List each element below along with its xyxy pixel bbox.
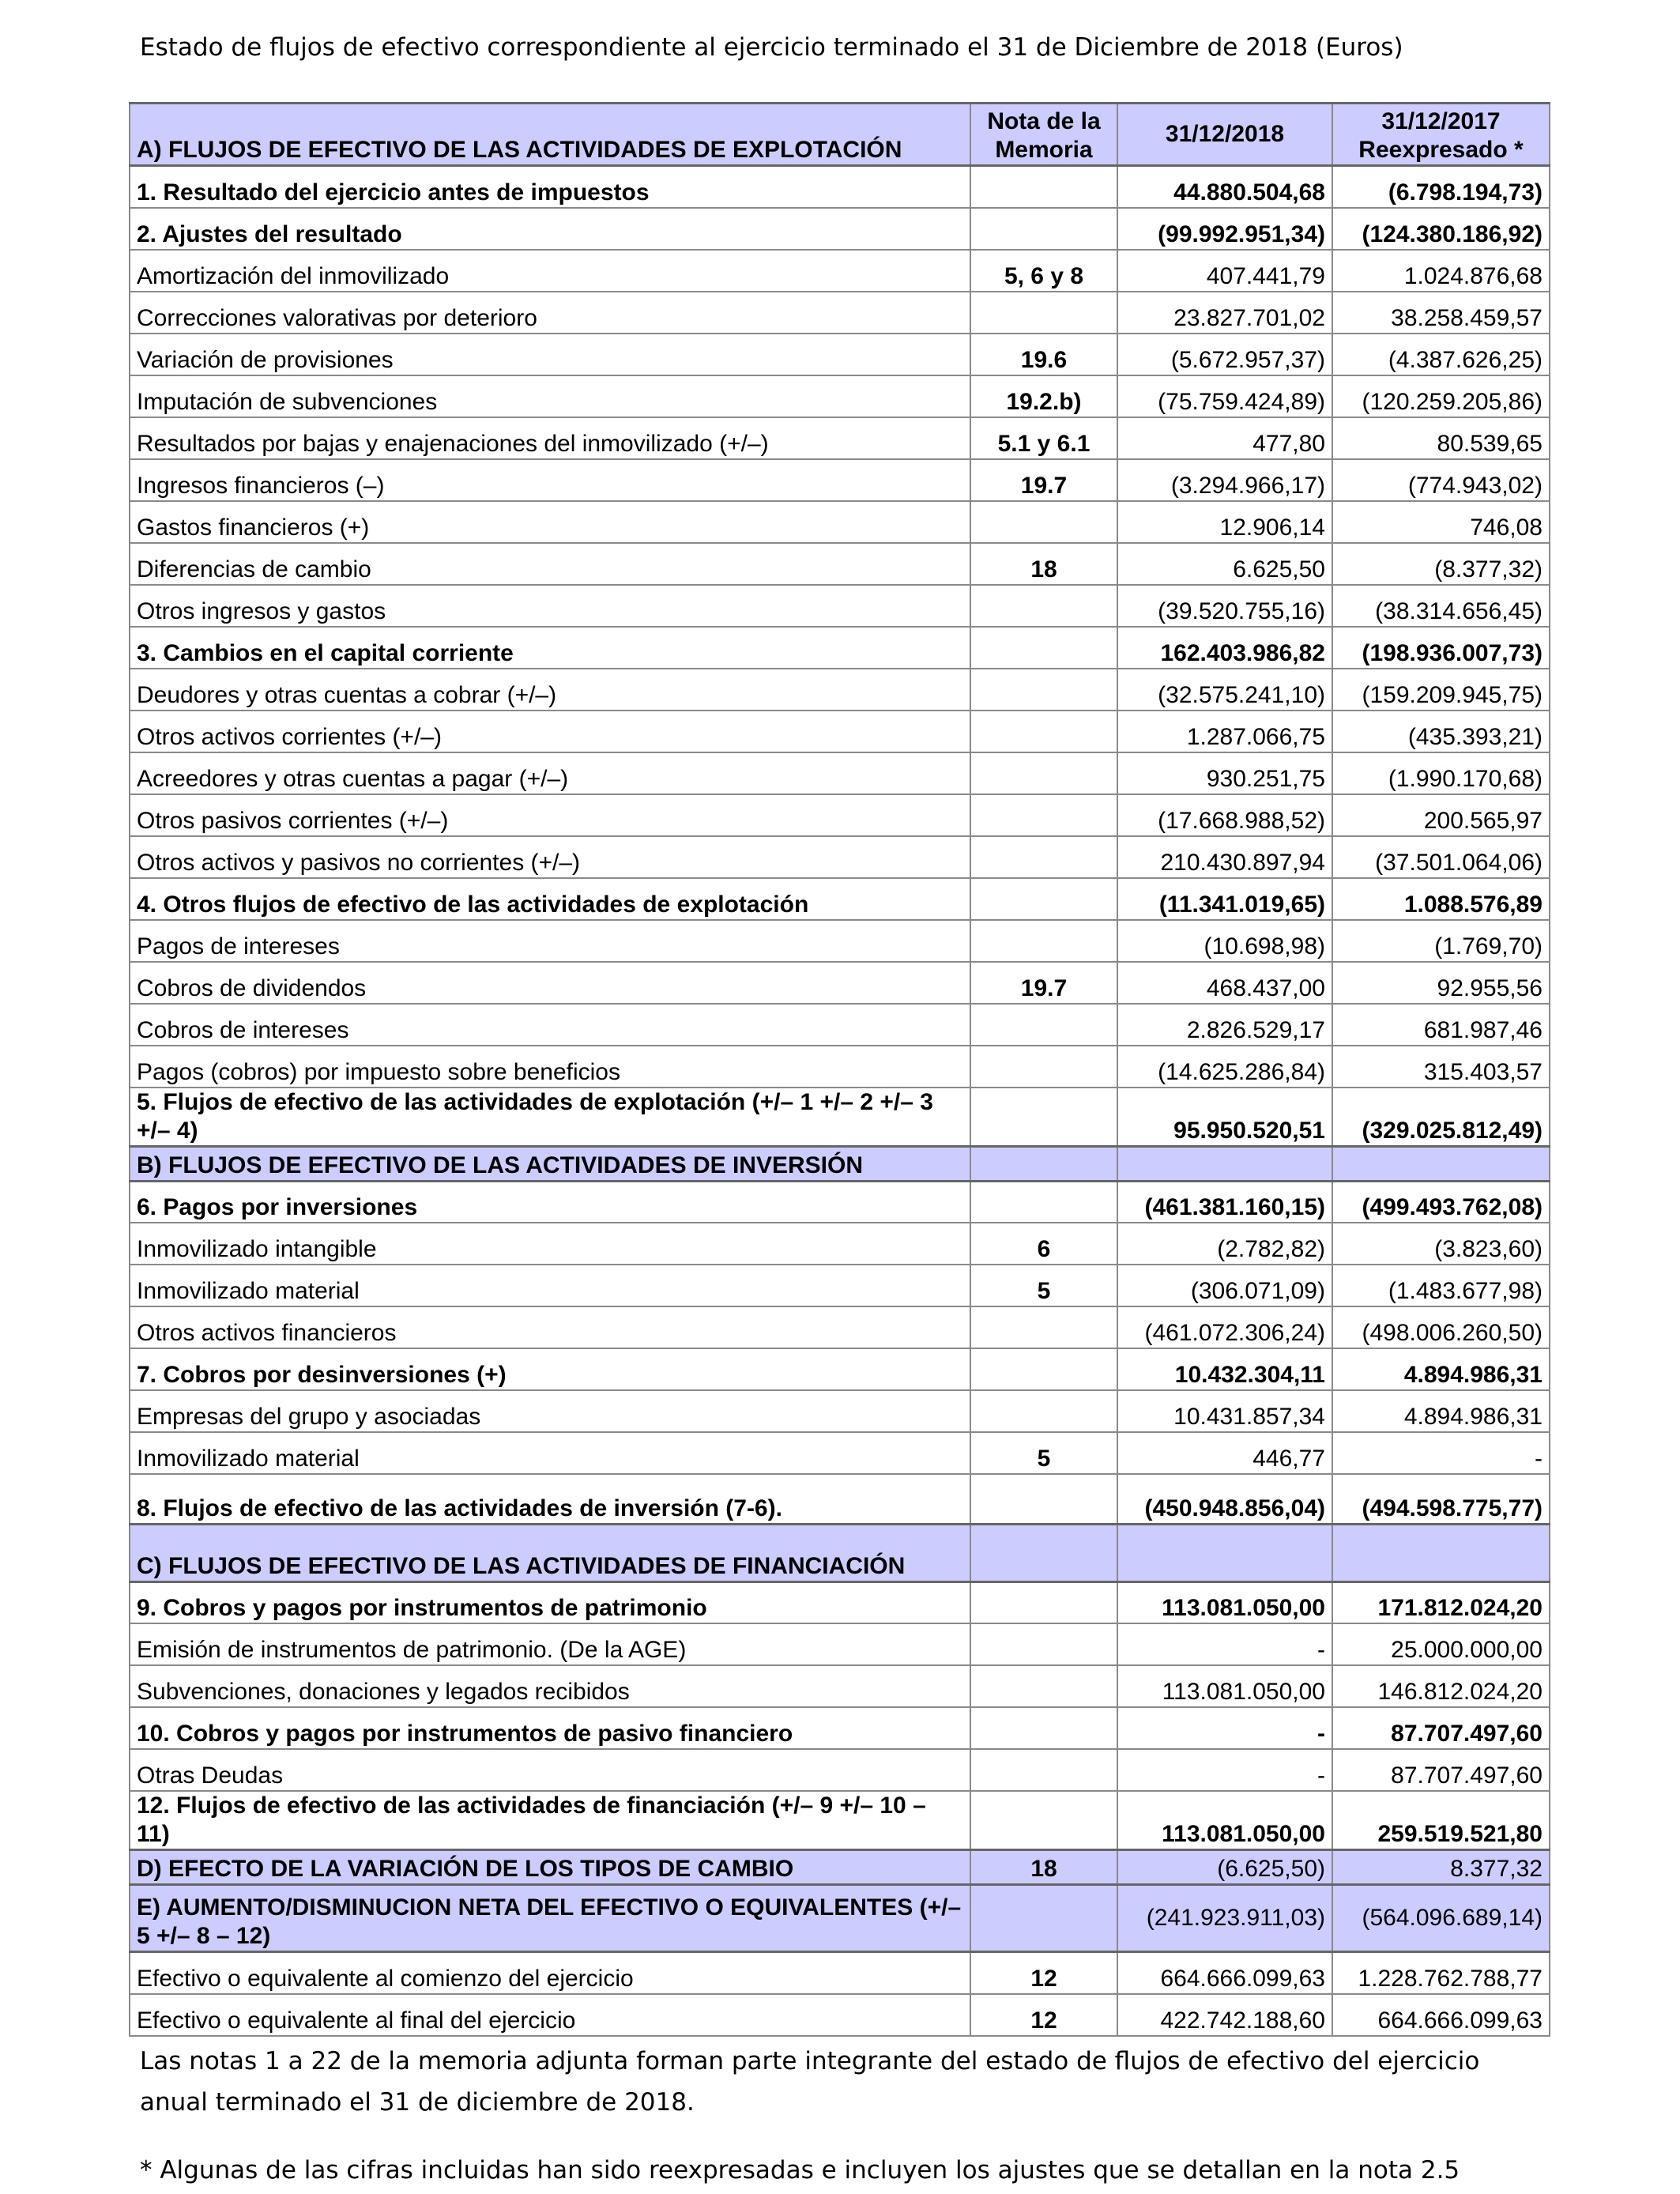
- row-label: Variación de provisiones: [130, 334, 970, 375]
- value-2018: (461.381.160,15): [1117, 1181, 1332, 1223]
- row-label: Otros ingresos y gastos: [130, 585, 970, 627]
- row-nota: [970, 1348, 1117, 1390]
- table-row: [130, 1952, 1550, 1994]
- row-nota: 12: [970, 1952, 1117, 1994]
- row-label: Resultados por bajas y enajenaciones del inmovilizado (+/–): [130, 417, 970, 459]
- value-2017: (38.314.656,45): [1332, 585, 1550, 627]
- table-row: [130, 962, 1550, 1004]
- value-2017: (774.943,02): [1332, 459, 1550, 501]
- row-label: Pagos (cobros) por impuesto sobre beneficios: [130, 1046, 970, 1088]
- row-label: 12. Flujos de efectivo de las actividades de financiación (+/– 9 +/– 10 – 11): [130, 1791, 970, 1850]
- table-row: [130, 292, 1550, 334]
- value-2017: (1.483.677,98): [1332, 1265, 1550, 1306]
- value-2017: (494.598.775,77): [1332, 1474, 1550, 1524]
- value-2018: 664.666.099,63: [1117, 1952, 1332, 1994]
- row-nota: [970, 794, 1117, 836]
- value-2017: 8.377,32: [1332, 1850, 1550, 1885]
- row-nota: [970, 1707, 1117, 1749]
- value-2018: [1117, 1524, 1332, 1581]
- row-nota: [970, 1306, 1117, 1348]
- row-label: C) FLUJOS DE EFECTIVO DE LAS ACTIVIDADES DE FINANCIACIÓN: [130, 1524, 970, 1581]
- value-2018: 468.437,00: [1117, 962, 1332, 1004]
- value-2018: 407.441,79: [1117, 250, 1332, 292]
- value-2017: 38.258.459,57: [1332, 292, 1550, 334]
- row-nota: [970, 669, 1117, 711]
- value-2017: (435.393,21): [1332, 711, 1550, 752]
- value-2018: 1.287.066,75: [1117, 711, 1332, 752]
- value-2017: (1.769,70): [1332, 920, 1550, 962]
- table-row: [130, 501, 1550, 543]
- value-2018: 10.432.304,11: [1117, 1348, 1332, 1390]
- row-nota: 19.6: [970, 334, 1117, 375]
- row-nota: 6: [970, 1223, 1117, 1265]
- value-2018: (3.294.966,17): [1117, 459, 1332, 501]
- table-row: [130, 1348, 1550, 1390]
- table-row: [130, 543, 1550, 585]
- value-2018: (32.575.241,10): [1117, 669, 1332, 711]
- row-label: Efectivo o equivalente al final del ejercicio: [130, 1994, 970, 2036]
- value-2018: (6.625,50): [1117, 1850, 1332, 1885]
- row-label: Efectivo o equivalente al comienzo del ejercicio: [130, 1952, 970, 1994]
- table-row: [130, 711, 1550, 752]
- row-label: 2. Ajustes del resultado: [130, 208, 970, 250]
- table-row: [130, 1046, 1550, 1088]
- year-2018-column-header: 31/12/2018: [1117, 104, 1332, 166]
- table-row: [130, 1223, 1550, 1265]
- value-2018: 95.950.520,51: [1117, 1088, 1332, 1147]
- row-label: Empresas del grupo y asociadas: [130, 1390, 970, 1432]
- value-2018: 2.826.529,17: [1117, 1004, 1332, 1046]
- table-row: [130, 1623, 1550, 1665]
- value-2018: (2.782,82): [1117, 1223, 1332, 1265]
- table-row: [130, 1390, 1550, 1432]
- row-nota: [970, 585, 1117, 627]
- row-label: Gastos financieros (+): [130, 501, 970, 543]
- value-2017: 171.812.024,20: [1332, 1581, 1550, 1623]
- row-label: Otros activos y pasivos no corrientes (+/–): [130, 836, 970, 878]
- value-2017: 315.403,57: [1332, 1046, 1550, 1088]
- value-2017: 1.228.762.788,77: [1332, 1952, 1550, 1994]
- value-2018: (14.625.286,84): [1117, 1046, 1332, 1088]
- value-2018: (10.698,98): [1117, 920, 1332, 962]
- value-2017: (329.025.812,49): [1332, 1088, 1550, 1147]
- row-nota: [970, 1623, 1117, 1665]
- value-2017: (3.823,60): [1332, 1223, 1550, 1265]
- row-nota: [970, 208, 1117, 250]
- row-label: Subvenciones, donaciones y legados recibidos: [130, 1665, 970, 1707]
- table-row: [130, 334, 1550, 375]
- value-2017: (4.387.626,25): [1332, 334, 1550, 375]
- row-nota: [970, 836, 1117, 878]
- table-row: [130, 836, 1550, 878]
- row-label: Otros pasivos corrientes (+/–): [130, 794, 970, 836]
- table-row: [130, 878, 1550, 920]
- row-label: Deudores y otras cuentas a cobrar (+/–): [130, 669, 970, 711]
- table-row: [130, 627, 1550, 669]
- row-nota: 18: [970, 543, 1117, 585]
- value-2017: (198.936.007,73): [1332, 627, 1550, 669]
- row-nota: [970, 627, 1117, 669]
- value-2018: 6.625,50: [1117, 543, 1332, 585]
- row-nota: [970, 878, 1117, 920]
- table-row: [130, 1791, 1550, 1850]
- value-2018: 446,77: [1117, 1432, 1332, 1474]
- row-label: Otros activos financieros: [130, 1306, 970, 1348]
- table-row: [130, 250, 1550, 292]
- row-label: Inmovilizado material: [130, 1432, 970, 1474]
- row-nota: 5, 6 y 8: [970, 250, 1117, 292]
- value-2018: 44.880.504,68: [1117, 166, 1332, 208]
- value-2018: -: [1117, 1623, 1332, 1665]
- table-row: [130, 669, 1550, 711]
- value-2017: (1.990.170,68): [1332, 752, 1550, 794]
- row-nota: [970, 1791, 1117, 1850]
- row-nota: [970, 1665, 1117, 1707]
- row-label: Imputación de subvenciones: [130, 375, 970, 417]
- row-label: 8. Flujos de efectivo de las actividades de inversión (7-6).: [130, 1474, 970, 1524]
- cash-flow-table: [129, 102, 1550, 2037]
- section-heading-row: [130, 1850, 1550, 1885]
- row-label: Cobros de dividendos: [130, 962, 970, 1004]
- table-row: [130, 1994, 1550, 2036]
- value-2018: 930.251,75: [1117, 752, 1332, 794]
- table-row: [130, 1665, 1550, 1707]
- value-2018: (99.992.951,34): [1117, 208, 1332, 250]
- table-row: [130, 1581, 1550, 1623]
- value-2018: 113.081.050,00: [1117, 1665, 1332, 1707]
- row-label: 6. Pagos por inversiones: [130, 1181, 970, 1223]
- value-2017: (124.380.186,92): [1332, 208, 1550, 250]
- row-label: Inmovilizado material: [130, 1265, 970, 1306]
- value-2018: (461.072.306,24): [1117, 1306, 1332, 1348]
- value-2017: 664.666.099,63: [1332, 1994, 1550, 2036]
- value-2017: 4.894.986,31: [1332, 1348, 1550, 1390]
- value-2017: 25.000.000,00: [1332, 1623, 1550, 1665]
- table-row: [130, 1749, 1550, 1791]
- value-2017: (37.501.064,06): [1332, 836, 1550, 878]
- value-2018: 113.081.050,00: [1117, 1791, 1332, 1850]
- value-2017: (6.798.194,73): [1332, 166, 1550, 208]
- year-2017-column-header: 31/12/2017 Reexpresado *: [1332, 104, 1550, 166]
- row-nota: [970, 1046, 1117, 1088]
- row-label: B) FLUJOS DE EFECTIVO DE LAS ACTIVIDADES DE INVERSIÓN: [130, 1146, 970, 1181]
- value-2017: 681.987,46: [1332, 1004, 1550, 1046]
- row-label: Otros activos corrientes (+/–): [130, 711, 970, 752]
- table-row: [130, 208, 1550, 250]
- value-2018: -: [1117, 1749, 1332, 1791]
- row-nota: [970, 166, 1117, 208]
- value-2017: 4.894.986,31: [1332, 1390, 1550, 1432]
- value-2017: (159.209.945,75): [1332, 669, 1550, 711]
- row-label: 7. Cobros por desinversiones (+): [130, 1348, 970, 1390]
- row-label: E) AUMENTO/DISMINUCION NETA DEL EFECTIVO O EQUIVALENTES (+/– 5 +/– 8 – 12): [130, 1885, 970, 1952]
- row-nota: 5: [970, 1432, 1117, 1474]
- footnote-notes: Las notas 1 a 22 de la memoria adjunta forman parte integrante del estado de flujos de efectivo del ejercicio anual terminado el 31 de diciembre de 2018.: [140, 2047, 1480, 2117]
- row-nota: [970, 1004, 1117, 1046]
- row-label: Acreedores y otras cuentas a pagar (+/–): [130, 752, 970, 794]
- value-2018: 210.430.897,94: [1117, 836, 1332, 878]
- row-label: 9. Cobros y pagos por instrumentos de patrimonio: [130, 1581, 970, 1623]
- row-nota: 19.7: [970, 962, 1117, 1004]
- value-2018: 477,80: [1117, 417, 1332, 459]
- row-label: Amortización del inmovilizado: [130, 250, 970, 292]
- row-label: Diferencias de cambio: [130, 543, 970, 585]
- section-a-heading: A) FLUJOS DE EFECTIVO DE LAS ACTIVIDADES DE EXPLOTACIÓN: [130, 104, 970, 166]
- value-2017: 146.812.024,20: [1332, 1665, 1550, 1707]
- table-row: [130, 1088, 1550, 1147]
- nota-column-header: Nota de la Memoria: [970, 104, 1117, 166]
- page-title: Estado de flujos de efectivo correspondiente al ejercicio terminado el 31 de Diciembre de 2018 (Euros): [140, 33, 1403, 62]
- table-row: [130, 1707, 1550, 1749]
- row-nota: 19.2.b): [970, 375, 1117, 417]
- value-2017: 1.024.876,68: [1332, 250, 1550, 292]
- value-2017: 80.539,65: [1332, 417, 1550, 459]
- row-nota: [970, 1885, 1117, 1952]
- value-2018: (241.923.911,03): [1117, 1885, 1332, 1952]
- row-label: 1. Resultado del ejercicio antes de impuestos: [130, 166, 970, 208]
- value-2017: (564.096.689,14): [1332, 1885, 1550, 1952]
- value-2018: 10.431.857,34: [1117, 1390, 1332, 1432]
- value-2017: (498.006.260,50): [1332, 1306, 1550, 1348]
- row-nota: [970, 1146, 1117, 1181]
- value-2018: (11.341.019,65): [1117, 878, 1332, 920]
- value-2017: [1332, 1146, 1550, 1181]
- section-heading-row: [130, 1524, 1550, 1581]
- row-nota: 5: [970, 1265, 1117, 1306]
- value-2017: (120.259.205,86): [1332, 375, 1550, 417]
- row-nota: 19.7: [970, 459, 1117, 501]
- row-label: Cobros de intereses: [130, 1004, 970, 1046]
- row-label: Inmovilizado intangible: [130, 1223, 970, 1265]
- table-row: [130, 920, 1550, 962]
- table-row: [130, 417, 1550, 459]
- value-2017: (8.377,32): [1332, 543, 1550, 585]
- value-2017: (499.493.762,08): [1332, 1181, 1550, 1223]
- section-heading-row: [130, 1885, 1550, 1952]
- table-row: [130, 752, 1550, 794]
- value-2018: (75.759.424,89): [1117, 375, 1332, 417]
- row-nota: [970, 1524, 1117, 1581]
- row-nota: [970, 1181, 1117, 1223]
- row-nota: [970, 920, 1117, 962]
- row-nota: [970, 711, 1117, 752]
- table-row: [130, 1181, 1550, 1223]
- table-row: [130, 459, 1550, 501]
- value-2018: 422.742.188,60: [1117, 1994, 1332, 2036]
- value-2018: (306.071,09): [1117, 1265, 1332, 1306]
- value-2018: 12.906,14: [1117, 501, 1332, 543]
- row-nota: [970, 1581, 1117, 1623]
- value-2018: (5.672.957,37): [1117, 334, 1332, 375]
- table-row: [130, 794, 1550, 836]
- row-nota: 5.1 y 6.1: [970, 417, 1117, 459]
- table-row: [130, 1004, 1550, 1046]
- row-nota: 12: [970, 1994, 1117, 2036]
- value-2017: 746,08: [1332, 501, 1550, 543]
- table-header-row: [130, 104, 1550, 166]
- row-nota: [970, 1474, 1117, 1524]
- value-2018: 113.081.050,00: [1117, 1581, 1332, 1623]
- row-label: 4. Otros flujos de efectivo de las actividades de explotación: [130, 878, 970, 920]
- row-label: Emisión de instrumentos de patrimonio. (De la AGE): [130, 1623, 970, 1665]
- table-row: [130, 585, 1550, 627]
- value-2017: 87.707.497,60: [1332, 1707, 1550, 1749]
- row-label: Ingresos financieros (–): [130, 459, 970, 501]
- row-label: 10. Cobros y pagos por instrumentos de pasivo financiero: [130, 1707, 970, 1749]
- value-2018: [1117, 1146, 1332, 1181]
- value-2018: -: [1117, 1707, 1332, 1749]
- row-label: Pagos de intereses: [130, 920, 970, 962]
- table-row: [130, 1432, 1550, 1474]
- row-nota: [970, 752, 1117, 794]
- table-row: [130, 166, 1550, 208]
- value-2018: 23.827.701,02: [1117, 292, 1332, 334]
- value-2018: (39.520.755,16): [1117, 585, 1332, 627]
- row-nota: 18: [970, 1850, 1117, 1885]
- value-2017: 200.565,97: [1332, 794, 1550, 836]
- value-2017: 87.707.497,60: [1332, 1749, 1550, 1791]
- footnote-restated: * Algunas de las cifras incluidas han sido reexpresadas e incluyen los ajustes que se detallan en la nota 2.5: [140, 2156, 1460, 2185]
- value-2017: 1.088.576,89: [1332, 878, 1550, 920]
- value-2017: 259.519.521,80: [1332, 1791, 1550, 1850]
- table-row: [130, 1265, 1550, 1306]
- row-nota: [970, 501, 1117, 543]
- value-2018: 162.403.986,82: [1117, 627, 1332, 669]
- value-2017: -: [1332, 1432, 1550, 1474]
- row-nota: [970, 292, 1117, 334]
- table-row: [130, 1474, 1550, 1524]
- value-2017: [1332, 1524, 1550, 1581]
- value-2018: (450.948.856,04): [1117, 1474, 1332, 1524]
- table-row: [130, 1306, 1550, 1348]
- value-2018: (17.668.988,52): [1117, 794, 1332, 836]
- row-label: Correcciones valorativas por deterioro: [130, 292, 970, 334]
- row-label: D) EFECTO DE LA VARIACIÓN DE LOS TIPOS DE CAMBIO: [130, 1850, 970, 1885]
- row-label: 5. Flujos de efectivo de las actividades de explotación (+/– 1 +/– 2 +/– 3 +/– 4): [130, 1088, 970, 1147]
- value-2017: 92.955,56: [1332, 962, 1550, 1004]
- table-row: [130, 375, 1550, 417]
- row-label: 3. Cambios en el capital corriente: [130, 627, 970, 669]
- section-heading-row: [130, 1146, 1550, 1181]
- row-nota: [970, 1390, 1117, 1432]
- row-label: Otras Deudas: [130, 1749, 970, 1791]
- row-nota: [970, 1749, 1117, 1791]
- row-nota: [970, 1088, 1117, 1147]
